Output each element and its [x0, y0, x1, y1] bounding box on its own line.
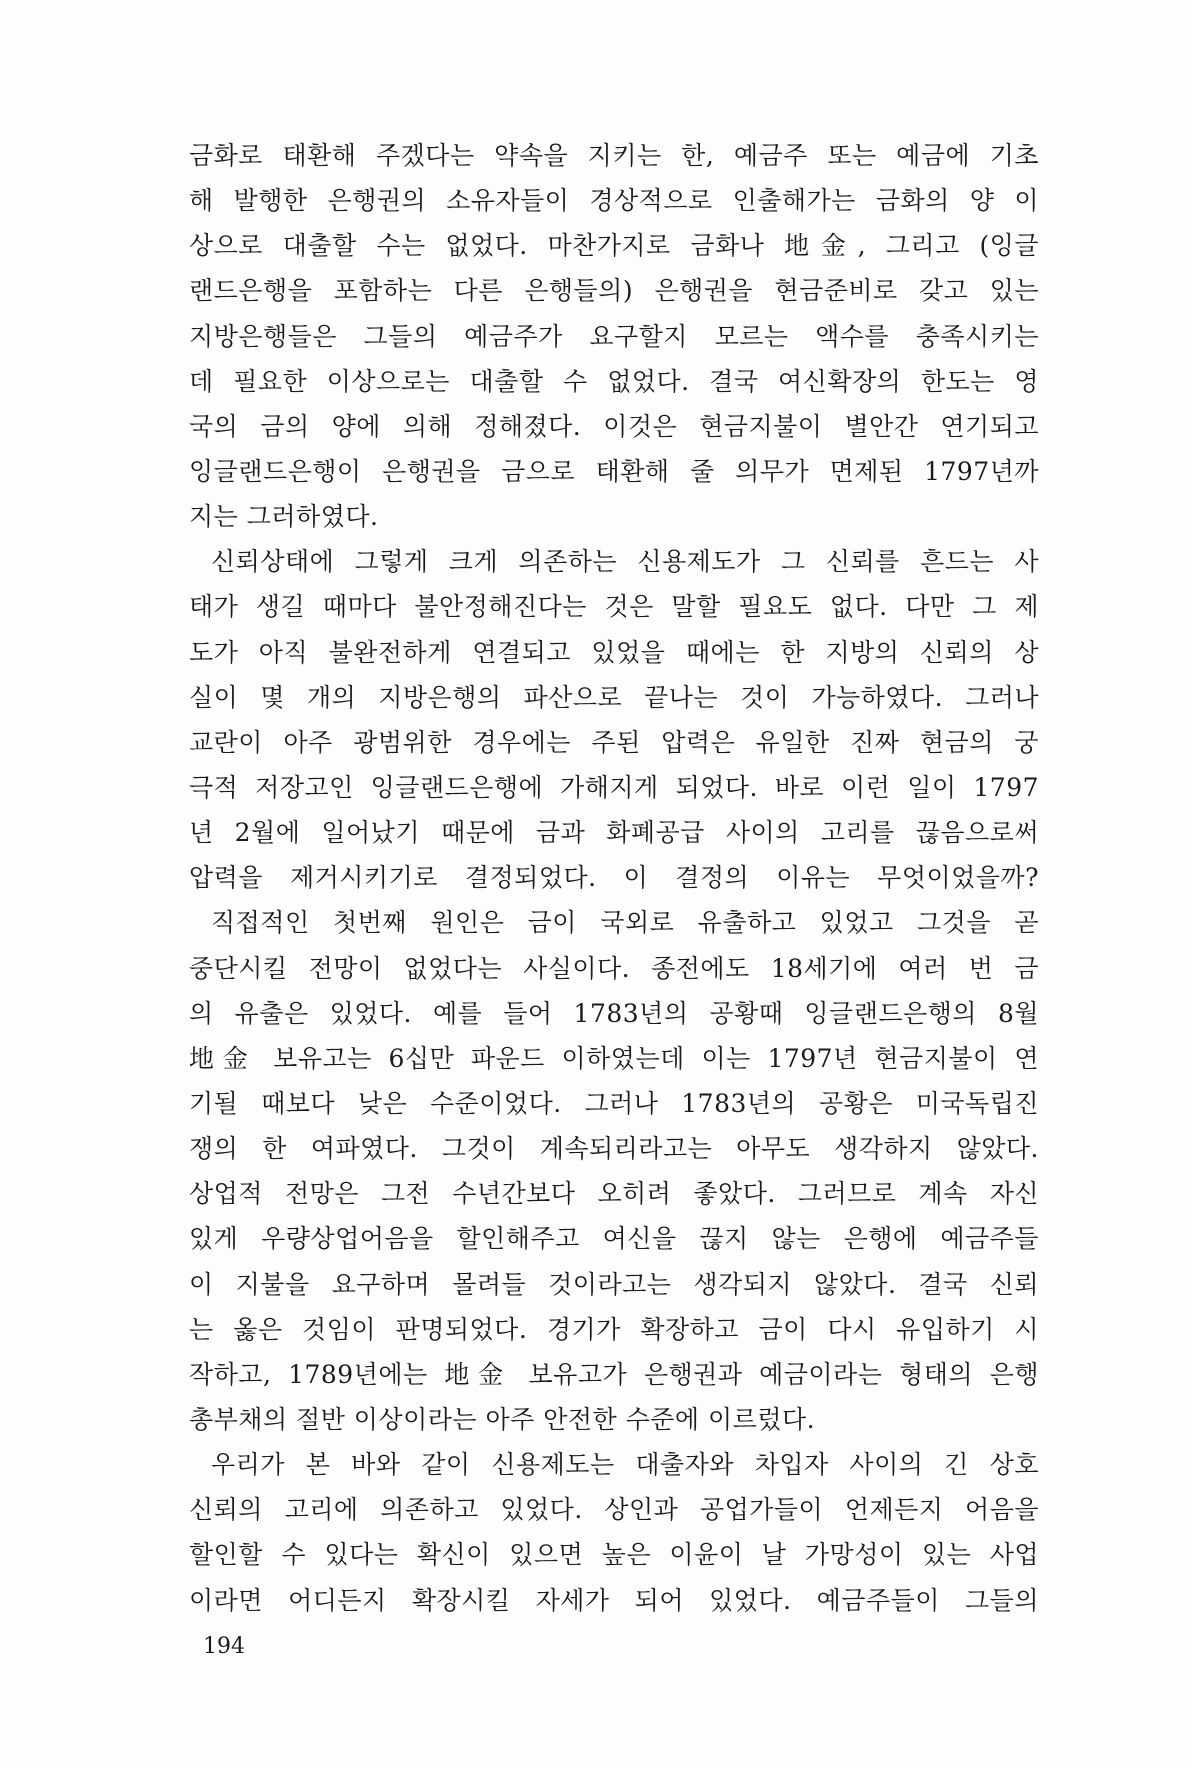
text-line: 극적 저장고인 잉글랜드은행에 가해지게 되었다. 바로 이런 일이 1797: [189, 772, 1039, 802]
text-line: 상업적 전망은 그전 수년간보다 오히려 좋았다. 그러므로 계속 자신: [189, 1179, 1039, 1209]
text-line: 금화로 태환해 주겠다는 약속을 지키는 한, 예금주 또는 예금에 기초: [189, 141, 1039, 170]
paragraph: [189, 133, 1039, 539]
text-line: 교란이 아주 광범위한 경우에는 주된 압력은 유일한 진짜 현금의 궁: [189, 727, 1039, 757]
text-line: 신뢰상태에 그렇게 크게 의존하는 신용제도가 그 신뢰를 흔드는 사: [211, 547, 1039, 577]
text-line: 압력을 제거시키기로 결정되었다. 이 결정의 이유는 무엇이었을까?: [189, 863, 1039, 893]
text-line: 중단시킬 전망이 없었다는 사실이다. 종전에도 18세기에 여러 번 금: [189, 953, 1039, 983]
text-line: 총부채의 절반 이상이라는 아주 안전한 수준에 이르렀다.: [189, 1404, 816, 1434]
body-text: [189, 133, 1039, 1623]
text-line: 신뢰의 고리에 의존하고 있었다. 상인과 공업가들이 언제든지 어음을: [189, 1495, 1039, 1525]
text-line: 지는 그러하였다.: [189, 502, 379, 532]
text-line: 의 유출은 있었다. 예를 들어 1783년의 공황때 잉글랜드은행의 8월: [189, 998, 1039, 1028]
paragraph: [189, 539, 1039, 900]
text-line: 있게 우량상업어음을 할인해주고 여신을 끊지 않는 은행에 예금주들: [189, 1224, 1039, 1254]
text-line: 우리가 본 바와 같이 신용제도는 대출자와 차입자 사이의 긴 상호: [211, 1450, 1039, 1480]
text-line: 잉글랜드은행이 은행권을 금으로 태환해 줄 의무가 면제된 1797년까: [189, 456, 1039, 486]
text-line: 는 옳은 것임이 판명되었다. 경기가 확장하고 금이 다시 유입하기 시: [189, 1314, 1039, 1344]
text-line: 작하고, 1789년에는 地金 보유고가 은행권과 예금이라는 형태의 은행: [189, 1359, 1039, 1389]
text-line: 데 필요한 이상으로는 대출할 수 없었다. 결국 여신확장의 한도는 영: [189, 366, 1039, 396]
text-line: 랜드은행을 포함하는 다른 은행들의) 은행권을 현금준비로 갖고 있는: [189, 276, 1039, 306]
text-line: 해 발행한 은행권의 소유자들이 경상적으로 인출해가는 금화의 양 이: [189, 186, 1039, 216]
text-line: 지방은행들은 그들의 예금주가 요구할지 모르는 액수를 충족시키는: [189, 321, 1039, 351]
page-number: 194: [203, 1634, 245, 1659]
text-line: 이라면 어디든지 확장시킬 자세가 되어 있었다. 예금주들이 그들의: [189, 1585, 1039, 1615]
text-line: 실이 몇 개의 지방은행의 파산으로 끝나는 것이 가능하였다. 그러나: [189, 682, 1039, 712]
text-line: 상으로 대출할 수는 없었다. 마찬가지로 금화나 地金, 그리고 (잉글: [189, 231, 1039, 261]
text-line: 이 지불을 요구하며 몰려들 것이라고는 생각되지 않았다. 결국 신뢰: [189, 1269, 1039, 1299]
text-line: 년 2월에 일어났기 때문에 금과 화폐공급 사이의 고리를 끊음으로써: [189, 818, 1039, 848]
text-line: 地金 보유고는 6십만 파운드 이하였는데 이는 1797년 현금지불이 연: [189, 1043, 1039, 1073]
text-line: 국의 금의 양에 의해 정해졌다. 이것은 현금지불이 별안간 연기되고: [189, 411, 1039, 441]
paragraph: [189, 900, 1039, 1442]
text-line: 할인할 수 있다는 확신이 있으면 높은 이윤이 날 가망성이 있는 사업: [189, 1540, 1039, 1570]
text-line: 쟁의 한 여파였다. 그것이 계속되리라고는 아무도 생각하지 않았다.: [189, 1134, 1039, 1164]
text-line: 기될 때보다 낮은 수준이었다. 그러나 1783년의 공황은 미국독립진: [189, 1088, 1039, 1118]
text-line: 도가 아직 불완전하게 연결되고 있었을 때에는 한 지방의 신뢰의 상: [189, 637, 1039, 667]
paragraph: [189, 1442, 1039, 1623]
text-line: 태가 생길 때마다 불안정해진다는 것은 말할 필요도 없다. 다만 그 제: [189, 592, 1039, 622]
text-line: 직접적인 첫번째 원인은 금이 국외로 유출하고 있었고 그것을 곧: [211, 908, 1039, 938]
